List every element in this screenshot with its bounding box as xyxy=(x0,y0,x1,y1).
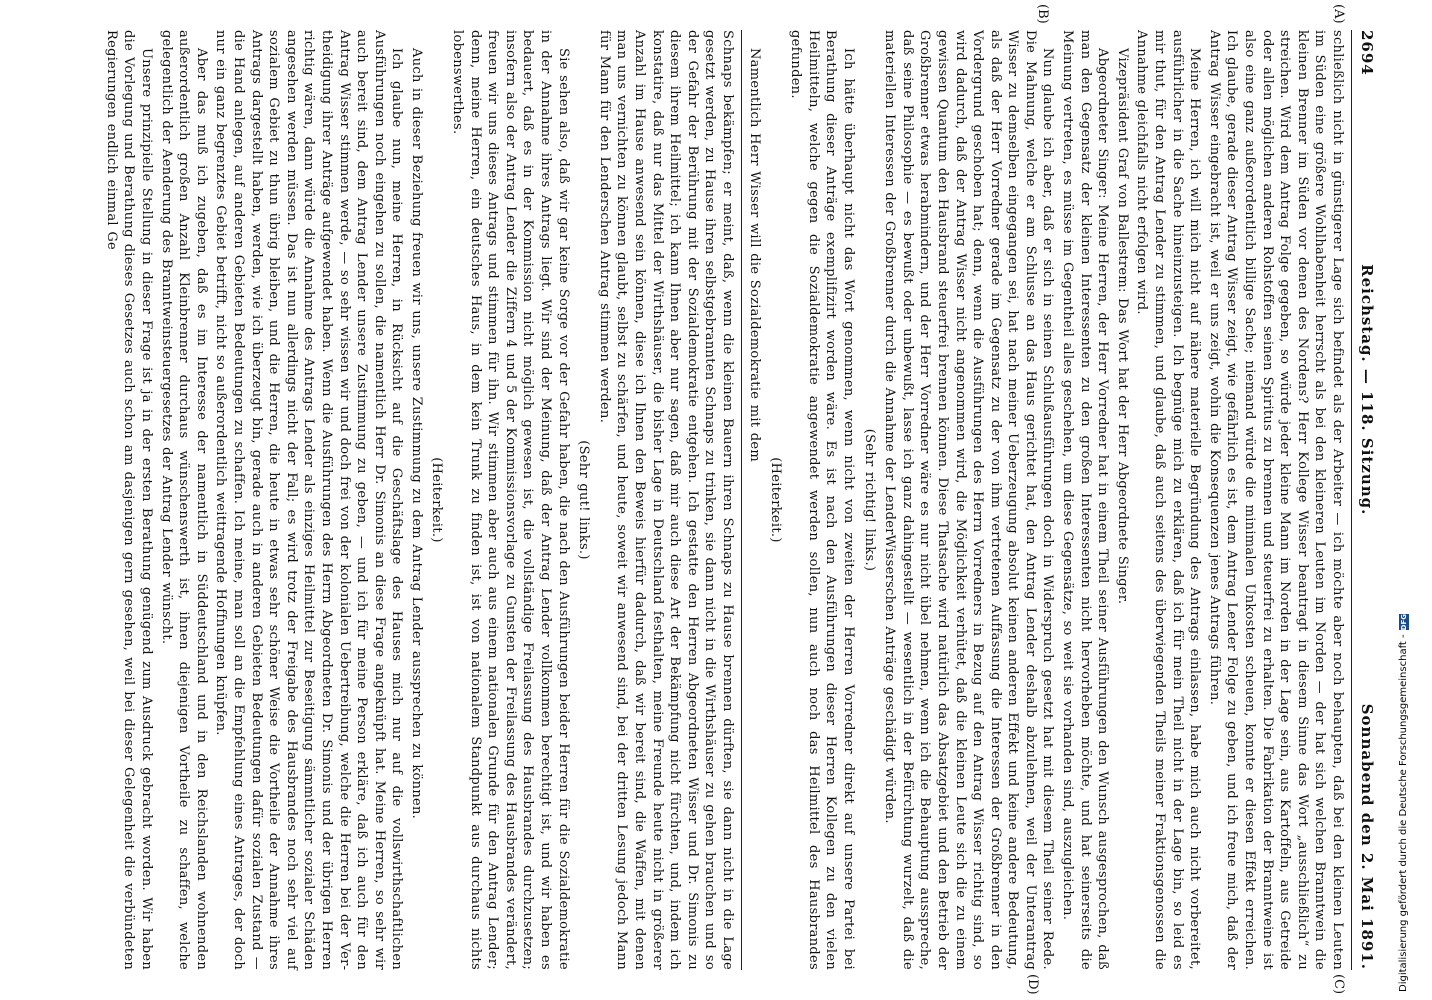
header-rule xyxy=(1351,30,1352,970)
interjection: (Heiterkeit.) xyxy=(429,457,445,543)
margin-marker-a: (A) xyxy=(1331,4,1346,24)
rotated-page xyxy=(80,4,1380,995)
paragraph: Meine Herren, ich will mich nicht auf nähere materielle Begründung des Antrags einlassen, habe mich auch nicht vorbereitet, ausführlicher in die Sache hineinzusteigen. Ich begnüge mich zu erklären, daß ich für mein Theil nicht in der Lage bin, so leid es mir thut, für den Antrag Lender zu stimmen, und glaube, daß auch seitens des überwiegenden Theils meiner Fraktionsgenossen die Annahme gleichfalls nicht erfolgen wird. xyxy=(1134,30,1203,970)
page-header xyxy=(1354,30,1380,970)
paragraph: Unsere prinzipielle Stellung in dieser Frage ist ja in der ersten Berathung genügend zum Ausdruck gebracht worden. Wir haben die Vorlegung und Berathung dieses Gesetzes auch schon am dasjenigen gern gesehen, weil bei dieser Gelegenheit die verbündeten Regierungen endlich einmal Ge xyxy=(103,30,154,970)
paragraph: Sie sehen also, daß wir gar keine Sorge vor der Gefahr haben, die nach den Ausführungen beider Herren für die Sozialdemokratie in der Annahme ihres Antrags liegt. Wir sind der Meinung, daß der Antrag Lender vollkommen berechtigt ist, und wir haben es bedauert, daß es in der Kommission nicht möglich gewesen ist, die vollständige Freilassung des Hausbrandes durchzusetzen; insofern also der Antrag Lender die Ziffern 4 und 5 der Kommissionsvorlage zu Gunsten der Freilassung des Hausbrandes verändert, freuen wir uns dieses Antrags und stimmen für ihn. Wir stimmen aber auch aus einem nationalen Grunde für den Antrag Lender; denn, meine Herren, ein deutsches Haus, in dem kein Trunk zu finden ist, ist von nationalem Standpunkt aus durchaus nichts lobenswerthes. xyxy=(450,30,571,970)
margin-marker-b: (B) xyxy=(1035,4,1050,24)
interjection: (Sehr richtig! links.) xyxy=(861,428,877,572)
column-divider xyxy=(741,30,742,970)
margin-marker-c: (C) xyxy=(1331,974,1346,995)
page-date: Sonnabend den 2. Mai 1891. xyxy=(1358,703,1376,970)
page-title: Reichstag. — 118. Sitzung. xyxy=(1358,264,1376,516)
paragraph: Schnaps bekämpfen; er meint, daß, wenn die kleinen Bauern ihren Schnaps zu Hause brennen dürften, sie dann nicht in die Lage gesetzt werden, zu Hause ihren selbstgebrannten Schnaps zu trinken, sie dann nicht in die Wirthshäuser zu gehen brauchen und so der Gefahr der Berührung mit der Sozialdemokratie entgehen. Ich gestatte den Herren Abgeordneten Wisser und Dr. Simonis zu diesem ihrem Heilmittel; ich kann Ihnen aber nur sagen, daß mir auch diese Art der Bekämpfung nicht fürchten, und, indem ich konstatire, daß nur das Mittel der Wirthshäuser, die bisher Lage in Deutschland festhalten, meine Freunde heute nicht in größerer Anzahl im Hause anwesend sein können, diese ich Ihnen den Beweis hierfür dadurch, daß wir bereit sind, die Waffen, mit denen man uns vernichten zu können glaubt, selbst zu schärfen, und heute, soweit wir anwesend sind, bei der dritten Lesung jedoch Mann für Mann für den Lenderschen Antrag stimmen werden. xyxy=(596,30,735,970)
paragraph: schließlich nicht in günstigerer Lage sich befindet als der Arbeiter — ich möchte aber noch behaupten, daß bei den kleinen Leuten im Süden eine größere Wohlhabenheit herrscht als bei den kleineren Leuten im Norden — der hat sich welchen Branntwein die kleinen Brenner im Süden vor denen des Nordens? Herr Kollege Wisser beantragt in diesem Sinne das Wort „ausschließlich“ zu streichen. Wird dem Antrag Folge gegeben, so würde jeder kleine Mann im Norden in der Lage sein, aus Kartoffeln, aus Getreide oder allen möglichen anderen Rohstoffen seinen Spiritus zu brennen und steuerfrei zu erhalten. Die Fabrikation der Branntweine ist also eine ganz außerordentlich billige Sache; niemand würde die minimalen Unkosten scheuen, konnte er diesen Effekt erreichen. Ich glaube, gerade dieser Antrag Wisser zeigt, wie gefährlich es ist, dem Antrag Lender Folge zu geben, und ich freue mich, daß der Antrag Wisser eingebracht ist, weil er uns zeigt, wohin die Konsequenzen jenes Antrags führen. xyxy=(1206,30,1345,970)
upper-column xyxy=(746,30,1346,970)
margin-marker-d: (D) xyxy=(1025,974,1040,995)
paragraph: Auch in dieser Beziehung freuen wir uns, unsere Zustimmung zu dem Antrag Lender aussprechen zu können. xyxy=(408,48,424,820)
paragraph: Aber das muß ich zugeben, daß es im Interesse der namentlich in Süddeutschland und in den Reichslanden wohnenden außerordentlich großen Anzahl Kleinbrenner durchaus wünschenswerth ist, ihnen diejenigen Vortheile zu schaffen, welche gelegentlich der Aenderung des Branntweinsteuergesetzes der Antrag Lender wünscht. xyxy=(158,30,209,970)
paragraph: Nun glaube ich aber, daß er sich in seinen Schlußausführungen doch in Widerspruch gesetzt hat mit diesem Theil seiner Rede. Die Mahnung, welche er am Schlusse an das Haus gerichtet hat, den Antrag Lender deshalb abzulehnen, weil der Unterantrag Wisser zu demselben eingegangen sei, hat nach meiner Ueberzeugung absolut keinen anderen Effekt und keine andere Bedeutung, als daß der Herr Vorredner gerade im Gegensatz zu der von ihm vertretenen Auffassung die Interessen der Großbrenner in den Vordergrund geschoben hat; denn, wenn die Ausführungen des Herrn Vorredners in Bezug auf den Antrag Wisser richtig sind, so wird dadurch, daß der Antrag Wisser nicht angenommen wird, die Möglichkeit verhütet, daß die kleinen Leute sich die zu einem gewissen Quantum den Hausbrand steuerfrei brennen können. Diese Thatsache wird natürlich das Absatzgebiet und den Betrieb der Großbrenner etwas herabmindern, und der Herr Vorredner wäre es nur nicht übel nehmen, wenn ich die Behauptung ausspreche, daß seine Philosophie — es bewußt oder unbewußt, lasse ich ganz dahingestellt — wesentlich in der Befürchtung wurzelt, daß die materiellen Interessen der Großbrenner durch die Annahme der LenderWisserschen Anträge geschädigt würden. xyxy=(882,30,1056,970)
digitization-credit xyxy=(1398,614,1409,992)
dfg-logo-icon: DFG xyxy=(1399,614,1408,631)
speaker-paragraph: Abgeordneter Singer: Meine Herren, der Herr Vorredner hat in einem Theil seiner Ausführungen den Wunsch ausgesprochen, daß man den Gegensatz der kleinen Interessenten zu den großen Interessenten nicht hervorheben möchte, und hat seinerseits die Meinung vertreten, es müsse im Gegentheil alles geschehen, um diese Gegensätze, so weit sie vorhanden sind, auszugleichen. xyxy=(1060,30,1111,970)
lower-column xyxy=(86,30,736,970)
interjection: (Heiterkeit.) xyxy=(767,457,783,543)
interjection: (Sehr gut! links.) xyxy=(576,440,592,560)
paragraph: Ich glaube nun, meine Herren, in Rücksicht auf die Geschäftslage des Hauses mich nur auf die vollswirthschaftlichen Ausführungen noch eingehen zu sollen, die namentlich Herr Dr. Simonis an diese Frage angeknüpft hat. Meine Herren, so sehr wir auch bereit sind, dem Antrag Lender unsere Zustimmung zu geben, — und ich für meine Person erkläre, daß ich auch für den Antrag Wisser stimmen werde, — so sehr wissen wir und doch frei von der kolonialen Uebertreibung, welche die Herren bei der Vertheidigung ihrer Anträge aufgewendet haben. Wenn die Ausführungen des Herrn Abgeordneten Dr. Simonis und der übrigen Herren richtig wären, dann würde die Annahme des Antrags Lender als einziges Heilmittel zur Beseitigung sämmtlicher sozialer Schäden angesehen werden müssen. Das ist nun allerdings nicht der Fall; es wird trotz der Freigabe des Hausbrandes noch sehr viel auf sozialem Gebiet zu thun übrig bleiben, und die Herren, die heute in etwas sehr schöner Weise die Vortheile der Annahme ihres Antrags dargestellt haben, werden, wie ich überzeugt bin, gerade auch in anderen Gebieten Bedeutungen dafür sozialen Zustand — die Hand anlegen, auf anderen Gebieten Bedeutungen zu schaffen. Ich meine, man soll an die Empfehlung eines Antrages, der doch nur ein ganz begrenztes Gebiet betrifft, nicht so außerordentlich weittragende Hoffnungen knüpfen. xyxy=(213,30,405,970)
paragraph: Ich hätte überhaupt nicht das Wort genommen, wenn nicht von zweiten der Herren Vorredner direkt auf unsere Partei bei Berathung dieser Anträge exemplifizirt worden wäre. Es ist nach den Ausführungen dieser Herren Kollegen zu den vielen Heilmitteln, welche gegen die Sozialdemokratie angewendet werden sollen, nun auch noch das Heilmittel des Hausbrandes gefunden. xyxy=(788,30,856,970)
paragraph: Namentlich Herr Wisser will die Sozialdemokratie mit dem xyxy=(747,48,762,462)
page-number: 2694 xyxy=(1358,30,1376,76)
speaker-paragraph: Vizepräsident Graf von Ballestrem: Das Wort hat der Herr Abgeordnete Singer. xyxy=(1114,48,1130,605)
credit-text: Digitalisierung gefördert durch die Deutsche Forschungsgemeinschaft - xyxy=(1398,634,1409,992)
